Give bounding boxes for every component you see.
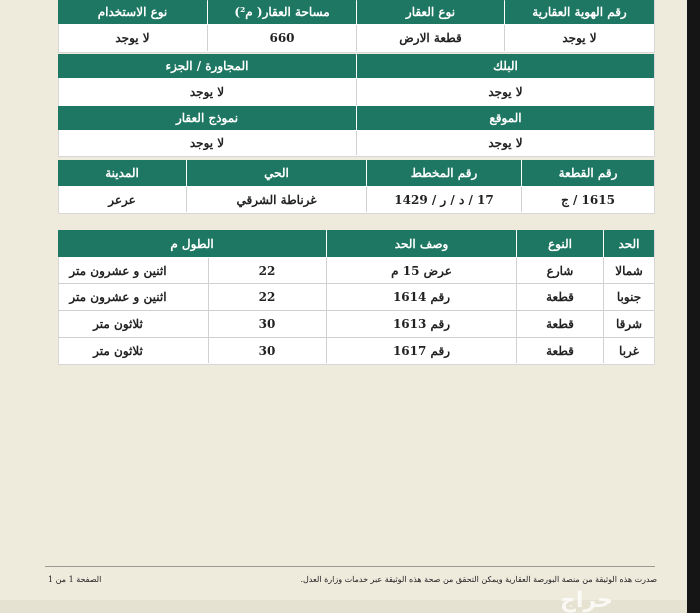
bound-length-text: ثلاثون متر	[93, 317, 143, 331]
value-property-model: لا يوجد	[189, 136, 225, 150]
divider	[356, 79, 357, 105]
divider	[186, 187, 187, 212]
header-district: الحي	[187, 160, 366, 186]
bound-description: رقم 1613	[392, 317, 451, 331]
divider	[208, 258, 209, 363]
value-property-type: قطعة الارض	[399, 31, 462, 45]
bound-description: رقم 1614	[392, 290, 451, 304]
bound-direction: جنوبا	[616, 290, 642, 304]
divider	[366, 187, 367, 212]
bound-description: عرض 15 م	[391, 263, 452, 278]
value-district: غرناطة الشرقي	[236, 192, 317, 207]
bound-type: قطعة	[546, 290, 574, 304]
header-city: المدينة	[58, 160, 186, 186]
header-block: البلك	[357, 54, 654, 78]
bound-length-text: اثنين و عشرون متر	[69, 263, 167, 278]
value-location: لا يوجد	[488, 136, 523, 150]
bound-length-text: اثنين و عشرون متر	[69, 290, 167, 304]
bound-type: قطعة	[546, 317, 574, 331]
bound-direction: شمالا	[615, 263, 643, 278]
value-plan-number: 17 / د / ر / 1429	[394, 192, 494, 207]
divider	[326, 258, 327, 363]
header-plot-number: رقم القطعة	[522, 160, 654, 186]
bound-length: 30	[258, 343, 276, 358]
header-property-model: نموذج العقار	[58, 106, 356, 130]
value-usage-type: لا يوجد	[115, 31, 150, 45]
header-property-id: رقم الهوية العقارية	[505, 0, 654, 24]
divider	[366, 160, 367, 186]
value-property-area: 660	[269, 31, 295, 45]
divider	[356, 25, 357, 51]
bound-direction: غربا	[619, 343, 639, 358]
header-description: وصف الحد	[327, 230, 516, 257]
value-block: لا يوجد	[488, 85, 523, 99]
footer-note: صدرت هذه الوثيقة من منصة البورصة العقارية ويمكن التحقق من صحة هذه الوثيقة عبر خدمات وزارة العدل.	[300, 575, 657, 584]
header-property-area: مساحة العقار( م²)	[208, 0, 356, 24]
header-type: النوع	[517, 230, 603, 257]
value-city: عرعر	[108, 192, 136, 207]
bound-type: قطعة	[546, 343, 574, 358]
bound-length: 22	[258, 263, 276, 278]
divider	[521, 187, 522, 212]
divider	[521, 160, 522, 186]
value-property-id: لا يوجد	[562, 31, 597, 45]
divider	[516, 230, 517, 257]
bound-length: 30	[258, 317, 276, 331]
divider	[603, 258, 604, 363]
value-plot-number: 1615 / ج	[561, 192, 615, 207]
bound-direction: شرقا	[615, 317, 643, 331]
divider	[356, 131, 357, 155]
header-property-type: نوع العقار	[357, 0, 504, 24]
header-direction: الحد	[604, 230, 654, 257]
watermark: حراج	[560, 588, 613, 613]
divider	[504, 25, 505, 51]
page-edge-shadow	[687, 0, 700, 613]
page-number: الصفحة 1 من 1	[48, 575, 102, 584]
divider	[603, 230, 604, 257]
divider	[326, 230, 327, 257]
bound-length-text: ثلاثون متر	[93, 343, 143, 358]
bound-type: شارع	[546, 263, 574, 278]
header-usage-type: نوع الاستخدام	[58, 0, 207, 24]
divider	[516, 258, 517, 363]
header-neighbor: المجاورة / الجزء	[58, 54, 356, 78]
header-location: الموقع	[357, 106, 654, 130]
header-length: الطول م	[58, 230, 326, 257]
footer-rule	[45, 566, 655, 567]
divider	[186, 160, 187, 186]
header-plan-number: رقم المخطط	[367, 160, 521, 186]
bound-description: رقم 1617	[392, 343, 451, 358]
divider	[207, 25, 208, 51]
bound-length: 22	[258, 290, 276, 304]
value-neighbor: لا يوجد	[189, 85, 225, 99]
